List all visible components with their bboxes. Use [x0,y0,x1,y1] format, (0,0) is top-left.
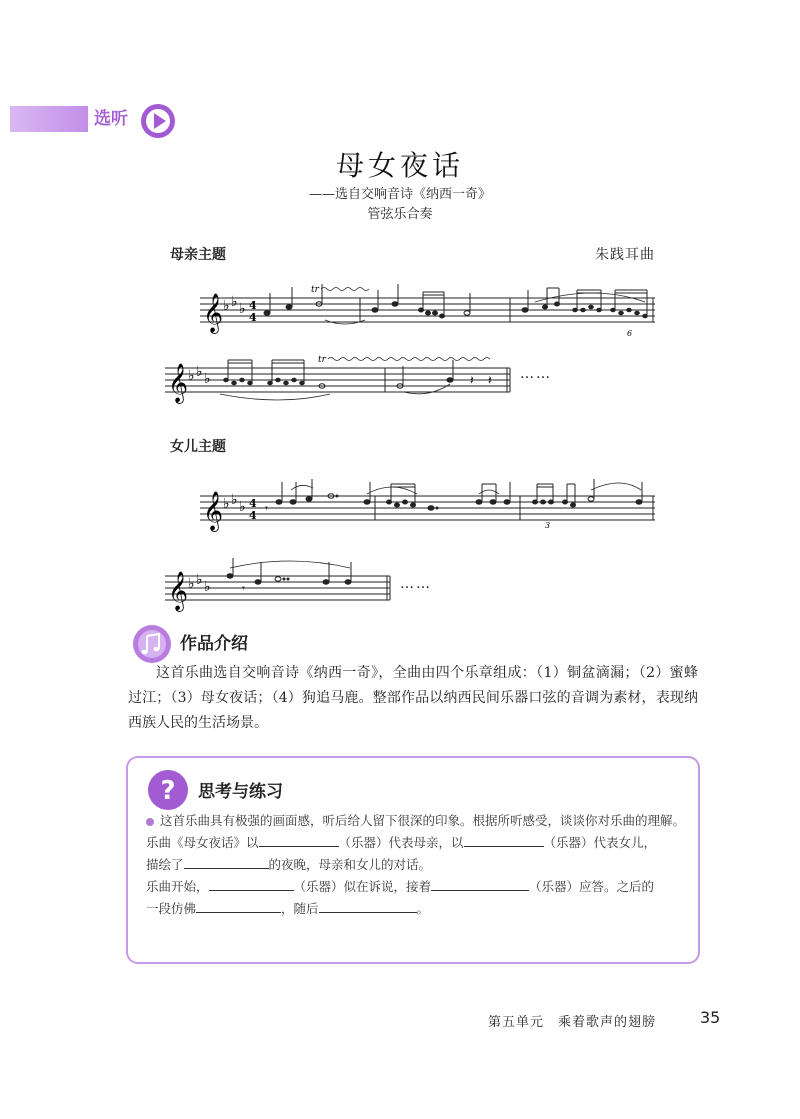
flat-icon: ♭ [196,364,203,380]
daughter-notes-row-1 [276,479,642,510]
mother-notes-row-1 [264,284,647,318]
daughter-notes-row-2 [227,558,351,584]
play-icon [138,101,178,141]
time-signature-bottom: 4 [249,311,257,324]
rest-icon: 𝄽 [470,373,474,387]
subtitle: ——选自交响音诗《纳西一奇》 [308,187,491,202]
svg-text:?: ? [160,776,176,806]
exercise-content [146,810,686,920]
daughter-theme-staff-1 [195,478,665,538]
page-title: 母女夜话 [335,149,464,182]
exercise-line-2: 乐曲《母女夜话》以 （乐器）代表母亲，以 （乐器）代表女儿， [146,832,686,854]
question-icon [146,768,190,812]
answer-blank-first-instrument[interactable] [209,876,294,891]
flat-icon: ♭ [231,294,238,310]
trill-mark: tr [311,285,319,295]
page-number: 35 [700,1008,721,1027]
treble-clef-icon: 𝄞 [168,363,189,403]
time-signature-top: 4 [249,299,257,312]
intro-paragraph: 这首乐曲选自交响音诗《纳西一奇》，全曲由四个乐章组成：（1）铜盆滴漏；（2）蜜蜂过江；（3）母女夜话；（4）狗追马鹿。整部作品以纳西民间乐器口弦的音调为素材，表现纳西族人民的生活场景。 [128,665,698,731]
mother-theme-label: 母亲主题 [170,247,226,263]
exercise-line-1: 这首乐曲具有极强的画面感，听后给人留下很深的印象。根据所听感受，谈谈你对乐曲的理解。 [146,810,686,832]
bullet-icon [146,818,154,826]
flat-icon: ♭ [204,579,211,595]
tuplet-three-mark: 3 [545,521,551,530]
section-tag-bar [10,106,88,132]
flat-icon: ♭ [204,371,211,387]
exercise-line-3: 描绘了 的夜晚，母亲和女儿的对话。 [146,854,686,876]
flat-icon: ♭ [188,576,195,592]
treble-clef-icon: 𝄞 [168,571,189,611]
answer-blank-daughter-instrument[interactable] [464,832,544,847]
flat-icon: ♭ [223,496,230,512]
time-signature-bottom: 4 [249,509,257,522]
tuplet-six-mark: 6 [627,329,633,338]
answer-blank-mother-instrument[interactable] [259,832,339,847]
answer-blank-night[interactable] [184,854,269,869]
flat-icon: ♭ [223,298,230,314]
flat-icon: ♭ [239,499,246,515]
time-signature-top: 4 [249,497,257,510]
daughter-theme-staff-2 [160,558,400,618]
music-note-icon [132,624,172,664]
treble-clef-icon: 𝄞 [203,293,224,333]
rest-icon: 𝄽 [488,373,492,387]
ensemble-label: 管弦乐合奏 [367,207,433,222]
rest-icon: 𝄾 [265,502,268,515]
mother-theme-ellipsis: …… [520,366,552,382]
trill-mark: tr [318,355,326,365]
flat-icon: ♭ [239,301,246,317]
section-tag-label: 选听 [94,109,128,129]
daughter-theme-label: 女儿主题 [170,439,226,455]
mother-theme-staff-1 [195,280,665,340]
intro-section-title: 作品介绍 [180,634,248,654]
unit-footer: 第五单元 乘着歌声的翅膀 [488,1015,657,1030]
mother-theme-staff-2 [160,350,520,410]
flat-icon: ♭ [231,492,238,508]
answer-blank-section-seems[interactable] [196,898,281,913]
flat-icon: ♭ [188,368,195,384]
treble-clef-icon: 𝄞 [203,491,224,531]
answer-blank-then[interactable] [319,898,417,913]
daughter-theme-ellipsis: …… [400,576,432,592]
exercise-line-5: 一段仿佛 ，随后 。 [146,898,686,920]
answer-blank-second-instrument[interactable] [431,876,529,891]
composer-credit: 朱践耳曲 [595,247,655,263]
exercise-line-4: 乐曲开始， （乐器）似在诉说，接着 （乐器）应答。之后的 [146,876,686,898]
rest-icon: 𝄾 [242,582,245,595]
flat-icon: ♭ [196,572,203,588]
exercise-title: 思考与练习 [198,782,283,802]
